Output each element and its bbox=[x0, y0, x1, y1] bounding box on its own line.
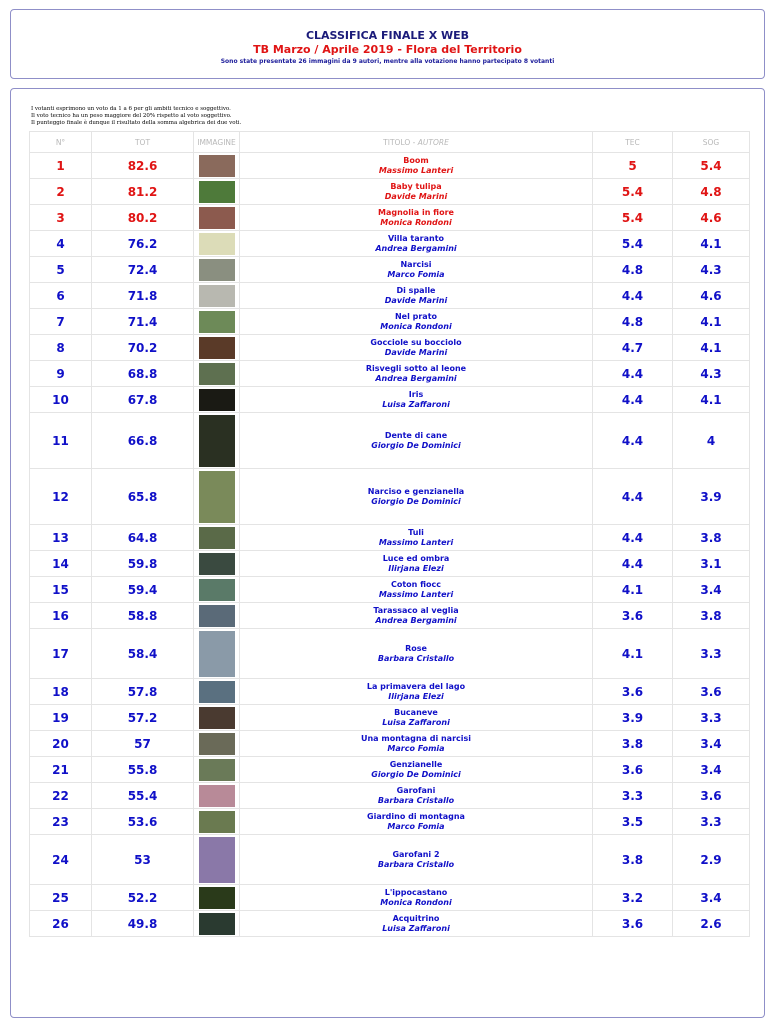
rank-title-cell bbox=[240, 731, 593, 757]
rank-number: 14 bbox=[30, 551, 92, 577]
photo-title: Giardino di montagna bbox=[367, 811, 465, 821]
photo-title: Una montagna di narcisi bbox=[360, 733, 471, 743]
photo-author: Massimo Lanteri bbox=[378, 589, 454, 599]
photo-title: Gocciole su bocciolo bbox=[370, 337, 462, 347]
rank-number: 5 bbox=[30, 257, 92, 283]
rank-total: 82.6 bbox=[92, 153, 194, 179]
table-row bbox=[30, 469, 750, 525]
photo-title: Iris bbox=[408, 389, 424, 399]
table-row bbox=[30, 153, 750, 179]
table-row bbox=[30, 283, 750, 309]
photo-author: Marco Fomia bbox=[387, 821, 445, 831]
rank-number: 15 bbox=[30, 577, 92, 603]
rank-sog-score: 4.8 bbox=[673, 179, 750, 205]
photo-thumbnail[interactable] bbox=[199, 913, 235, 935]
rank-tec-score: 3.6 bbox=[593, 757, 673, 783]
rank-number: 2 bbox=[30, 179, 92, 205]
photo-title: Di spalle bbox=[396, 285, 436, 295]
rank-number: 23 bbox=[30, 809, 92, 835]
photo-thumbnail[interactable] bbox=[199, 707, 235, 729]
voting-rule-3: Il punteggio finale è dunque il risultato della somma algebrica dei due voti. bbox=[31, 120, 242, 126]
table-row bbox=[30, 911, 750, 937]
col-header-tot: TOT bbox=[92, 132, 194, 153]
rank-title-cell bbox=[240, 309, 593, 335]
rank-tec-score: 4.4 bbox=[593, 361, 673, 387]
table-row bbox=[30, 309, 750, 335]
rank-image-cell bbox=[194, 731, 240, 757]
rank-title-cell bbox=[240, 153, 593, 179]
photo-author: Barbara Cristallo bbox=[377, 653, 455, 663]
rank-sog-score: 4.6 bbox=[673, 283, 750, 309]
rank-tec-score: 4.1 bbox=[593, 577, 673, 603]
rank-sog-score: 3.4 bbox=[673, 577, 750, 603]
rank-image-cell bbox=[194, 885, 240, 911]
rank-title-cell bbox=[240, 835, 593, 885]
rank-image-cell bbox=[194, 469, 240, 525]
table-row bbox=[30, 205, 750, 231]
rank-total: 57.2 bbox=[92, 705, 194, 731]
table-row bbox=[30, 809, 750, 835]
photo-author: Monica Rondoni bbox=[380, 217, 452, 227]
header-box bbox=[10, 9, 765, 79]
rank-title-cell bbox=[240, 525, 593, 551]
rank-sog-score: 4.6 bbox=[673, 205, 750, 231]
page-title: CLASSIFICA FINALE X WEB bbox=[305, 29, 470, 42]
rank-sog-score: 3.9 bbox=[673, 469, 750, 525]
ranking-table bbox=[29, 131, 750, 937]
page-note: Sono state presentate 26 immagini da 9 autori, mentre alla votazione hanno partecipato 8 votanti bbox=[220, 58, 555, 65]
rank-sog-score: 3.3 bbox=[673, 629, 750, 679]
photo-thumbnail[interactable] bbox=[199, 415, 235, 467]
rank-total: 59.4 bbox=[92, 577, 194, 603]
table-row bbox=[30, 387, 750, 413]
photo-thumbnail[interactable] bbox=[199, 631, 235, 677]
rank-number: 10 bbox=[30, 387, 92, 413]
table-row bbox=[30, 361, 750, 387]
rank-total: 55.4 bbox=[92, 783, 194, 809]
rank-image-cell bbox=[194, 413, 240, 469]
photo-author: Barbara Cristallo bbox=[377, 795, 455, 805]
table-row bbox=[30, 551, 750, 577]
rank-image-cell bbox=[194, 603, 240, 629]
photo-title: Tarassaco al veglia bbox=[373, 605, 459, 615]
rank-tec-score: 3.9 bbox=[593, 705, 673, 731]
rank-total: 58.4 bbox=[92, 629, 194, 679]
rank-title-cell bbox=[240, 911, 593, 937]
rank-tec-score: 4.1 bbox=[593, 629, 673, 679]
rank-number: 4 bbox=[30, 231, 92, 257]
rank-title-cell bbox=[240, 705, 593, 731]
photo-thumbnail[interactable] bbox=[199, 363, 235, 385]
rank-number: 13 bbox=[30, 525, 92, 551]
rank-number: 6 bbox=[30, 283, 92, 309]
rank-total: 65.8 bbox=[92, 469, 194, 525]
rank-image-cell bbox=[194, 283, 240, 309]
rank-sog-score: 5.4 bbox=[673, 153, 750, 179]
rank-image-cell bbox=[194, 257, 240, 283]
photo-thumbnail[interactable] bbox=[199, 311, 235, 333]
rank-total: 55.8 bbox=[92, 757, 194, 783]
rank-title-cell bbox=[240, 469, 593, 525]
rank-number: 18 bbox=[30, 679, 92, 705]
photo-author: Giorgio De Dominici bbox=[371, 496, 461, 506]
table-header-row bbox=[30, 132, 750, 153]
photo-author: Monica Rondoni bbox=[380, 321, 452, 331]
rank-title-cell bbox=[240, 629, 593, 679]
rank-total: 72.4 bbox=[92, 257, 194, 283]
photo-thumbnail[interactable] bbox=[199, 605, 235, 627]
col-header-title-label: TITOLO - bbox=[383, 137, 416, 147]
col-header-img: IMMAGINE bbox=[194, 132, 240, 153]
rank-title-cell bbox=[240, 679, 593, 705]
photo-thumbnail[interactable] bbox=[199, 285, 235, 307]
photo-title: Villa taranto bbox=[387, 233, 445, 243]
rank-title-cell bbox=[240, 361, 593, 387]
rank-sog-score: 3.6 bbox=[673, 679, 750, 705]
rank-image-cell bbox=[194, 757, 240, 783]
rank-sog-score: 4 bbox=[673, 413, 750, 469]
rank-tec-score: 5.4 bbox=[593, 205, 673, 231]
table-row bbox=[30, 885, 750, 911]
rank-title-cell bbox=[240, 577, 593, 603]
photo-thumbnail[interactable] bbox=[199, 233, 235, 255]
rank-number: 1 bbox=[30, 153, 92, 179]
photo-thumbnail[interactable] bbox=[199, 471, 235, 523]
rank-title-cell bbox=[240, 257, 593, 283]
photo-title: Nel prato bbox=[394, 311, 438, 321]
rank-number: 3 bbox=[30, 205, 92, 231]
photo-title: Coton fiocc bbox=[390, 579, 442, 589]
photo-title: Boom bbox=[403, 155, 429, 165]
rank-total: 57 bbox=[92, 731, 194, 757]
col-header-tec: TEC bbox=[593, 132, 673, 153]
rank-tec-score: 4.4 bbox=[593, 469, 673, 525]
rank-image-cell bbox=[194, 525, 240, 551]
rank-image-cell bbox=[194, 153, 240, 179]
photo-author: Andrea Bergamini bbox=[375, 243, 457, 253]
photo-author: Ilirjana Elezi bbox=[388, 691, 444, 701]
rank-sog-score: 3.8 bbox=[673, 525, 750, 551]
table-row bbox=[30, 629, 750, 679]
photo-author: Marco Fomia bbox=[387, 269, 445, 279]
table-row bbox=[30, 413, 750, 469]
rank-image-cell bbox=[194, 629, 240, 679]
rank-number: 11 bbox=[30, 413, 92, 469]
rank-title-cell bbox=[240, 387, 593, 413]
photo-author: Ilirjana Elezi bbox=[388, 563, 444, 573]
rank-image-cell bbox=[194, 309, 240, 335]
photo-author: Luisa Zaffaroni bbox=[382, 717, 450, 727]
col-header-title bbox=[240, 132, 593, 153]
rank-total: 53.6 bbox=[92, 809, 194, 835]
photo-title: Dente di cane bbox=[384, 430, 448, 440]
rank-total: 70.2 bbox=[92, 335, 194, 361]
rank-number: 24 bbox=[30, 835, 92, 885]
photo-title: Rose bbox=[405, 643, 427, 653]
rank-tec-score: 4.8 bbox=[593, 257, 673, 283]
photo-author: Andrea Bergamini bbox=[375, 373, 457, 383]
table-row bbox=[30, 179, 750, 205]
table-row bbox=[30, 835, 750, 885]
rank-tec-score: 3.6 bbox=[593, 603, 673, 629]
photo-author: Luisa Zaffaroni bbox=[382, 923, 450, 933]
rank-number: 17 bbox=[30, 629, 92, 679]
rank-title-cell bbox=[240, 603, 593, 629]
rank-number: 21 bbox=[30, 757, 92, 783]
table-row bbox=[30, 757, 750, 783]
table-row bbox=[30, 257, 750, 283]
table-row bbox=[30, 783, 750, 809]
rank-total: 53 bbox=[92, 835, 194, 885]
rank-total: 81.2 bbox=[92, 179, 194, 205]
rank-image-cell bbox=[194, 679, 240, 705]
rank-tec-score: 3.5 bbox=[593, 809, 673, 835]
table-row bbox=[30, 679, 750, 705]
photo-thumbnail[interactable] bbox=[199, 155, 235, 177]
rank-sog-score: 3.4 bbox=[673, 757, 750, 783]
photo-author: Davide Marini bbox=[384, 295, 448, 305]
rank-title-cell bbox=[240, 335, 593, 361]
rank-tec-score: 5.4 bbox=[593, 179, 673, 205]
rank-image-cell bbox=[194, 179, 240, 205]
rank-number: 20 bbox=[30, 731, 92, 757]
rank-image-cell bbox=[194, 809, 240, 835]
rank-tec-score: 3.6 bbox=[593, 911, 673, 937]
rank-tec-score: 3.8 bbox=[593, 835, 673, 885]
table-row bbox=[30, 577, 750, 603]
rank-sog-score: 3.3 bbox=[673, 809, 750, 835]
rank-tec-score: 4.4 bbox=[593, 387, 673, 413]
rank-number: 26 bbox=[30, 911, 92, 937]
photo-thumbnail[interactable] bbox=[199, 259, 235, 281]
rank-tec-score: 4.4 bbox=[593, 551, 673, 577]
photo-title: Narciso e genzianella bbox=[367, 486, 465, 496]
rank-title-cell bbox=[240, 885, 593, 911]
rank-tec-score: 4.4 bbox=[593, 283, 673, 309]
rank-tec-score: 3.8 bbox=[593, 731, 673, 757]
rank-title-cell bbox=[240, 551, 593, 577]
photo-thumbnail[interactable] bbox=[199, 579, 235, 601]
rank-title-cell bbox=[240, 757, 593, 783]
rank-total: 57.8 bbox=[92, 679, 194, 705]
photo-thumbnail[interactable] bbox=[199, 837, 235, 883]
photo-thumbnail[interactable] bbox=[199, 553, 235, 575]
rank-tec-score: 4.4 bbox=[593, 525, 673, 551]
photo-title: L'ippocastano bbox=[384, 887, 448, 897]
photo-title: Risvegli sotto al leone bbox=[365, 363, 467, 373]
rank-total: 67.8 bbox=[92, 387, 194, 413]
rank-title-cell bbox=[240, 413, 593, 469]
photo-author: Giorgio De Dominici bbox=[371, 440, 461, 450]
rank-title-cell bbox=[240, 783, 593, 809]
rank-sog-score: 4.3 bbox=[673, 257, 750, 283]
rank-tec-score: 5.4 bbox=[593, 231, 673, 257]
rank-tec-score: 4.8 bbox=[593, 309, 673, 335]
table-row bbox=[30, 525, 750, 551]
rank-sog-score: 2.9 bbox=[673, 835, 750, 885]
rank-title-cell bbox=[240, 205, 593, 231]
photo-title: La primavera del lago bbox=[366, 681, 466, 691]
photo-author: Davide Marini bbox=[384, 347, 448, 357]
photo-author: Andrea Bergamini bbox=[375, 615, 457, 625]
rank-tec-score: 3.6 bbox=[593, 679, 673, 705]
rank-total: 76.2 bbox=[92, 231, 194, 257]
rank-sog-score: 3.4 bbox=[673, 731, 750, 757]
photo-title: Baby tulipa bbox=[390, 181, 442, 191]
rank-sog-score: 4.1 bbox=[673, 309, 750, 335]
page-subtitle: TB Marzo / Aprile 2019 - Flora del Territorio bbox=[253, 43, 522, 56]
rank-image-cell bbox=[194, 911, 240, 937]
col-header-sog: SOG bbox=[673, 132, 750, 153]
ranking-table-body bbox=[30, 153, 750, 937]
voting-rules bbox=[31, 106, 241, 127]
table-row bbox=[30, 231, 750, 257]
table-row bbox=[30, 603, 750, 629]
rank-image-cell bbox=[194, 783, 240, 809]
photo-author: Barbara Cristallo bbox=[377, 859, 455, 869]
photo-author: Giorgio De Dominici bbox=[371, 769, 461, 779]
rank-sog-score: 4.1 bbox=[673, 335, 750, 361]
rank-tec-score: 3.3 bbox=[593, 783, 673, 809]
rank-image-cell bbox=[194, 361, 240, 387]
photo-thumbnail[interactable] bbox=[199, 811, 235, 833]
rank-total: 66.8 bbox=[92, 413, 194, 469]
rank-image-cell bbox=[194, 577, 240, 603]
rank-sog-score: 3.4 bbox=[673, 885, 750, 911]
rank-sog-score: 2.6 bbox=[673, 911, 750, 937]
table-row bbox=[30, 335, 750, 361]
table-row bbox=[30, 705, 750, 731]
rank-title-cell bbox=[240, 809, 593, 835]
rank-total: 58.8 bbox=[92, 603, 194, 629]
rank-image-cell bbox=[194, 205, 240, 231]
rank-image-cell bbox=[194, 231, 240, 257]
rank-total: 59.8 bbox=[92, 551, 194, 577]
rank-total: 80.2 bbox=[92, 205, 194, 231]
col-header-author-label: AUTORE bbox=[417, 137, 449, 147]
photo-title: Acquitrino bbox=[392, 913, 440, 923]
rank-number: 8 bbox=[30, 335, 92, 361]
photo-title: Garofani bbox=[396, 785, 436, 795]
rank-total: 71.4 bbox=[92, 309, 194, 335]
rank-number: 9 bbox=[30, 361, 92, 387]
rank-sog-score: 3.1 bbox=[673, 551, 750, 577]
photo-thumbnail[interactable] bbox=[199, 681, 235, 703]
table-row bbox=[30, 731, 750, 757]
photo-title: Narcisi bbox=[400, 259, 432, 269]
photo-title: Garofani 2 bbox=[392, 849, 440, 859]
rank-title-cell bbox=[240, 231, 593, 257]
photo-title: Tuli bbox=[408, 527, 424, 537]
rank-number: 22 bbox=[30, 783, 92, 809]
rank-sog-score: 4.3 bbox=[673, 361, 750, 387]
rank-tec-score: 3.2 bbox=[593, 885, 673, 911]
photo-thumbnail[interactable] bbox=[199, 785, 235, 807]
photo-thumbnail[interactable] bbox=[199, 337, 235, 359]
col-header-n: N° bbox=[30, 132, 92, 153]
rank-number: 12 bbox=[30, 469, 92, 525]
photo-thumbnail[interactable] bbox=[199, 181, 235, 203]
rank-total: 71.8 bbox=[92, 283, 194, 309]
photo-thumbnail[interactable] bbox=[199, 887, 235, 909]
photo-title: Luce ed ombra bbox=[382, 553, 450, 563]
photo-thumbnail[interactable] bbox=[199, 389, 235, 411]
rank-image-cell bbox=[194, 335, 240, 361]
ranking-panel bbox=[10, 88, 765, 1018]
photo-author: Massimo Lanteri bbox=[378, 537, 454, 547]
rank-image-cell bbox=[194, 387, 240, 413]
photo-thumbnail[interactable] bbox=[199, 207, 235, 229]
photo-author: Davide Marini bbox=[384, 191, 448, 201]
rank-image-cell bbox=[194, 835, 240, 885]
rank-total: 68.8 bbox=[92, 361, 194, 387]
rank-tec-score: 4.4 bbox=[593, 413, 673, 469]
rank-sog-score: 3.6 bbox=[673, 783, 750, 809]
rank-sog-score: 4.1 bbox=[673, 231, 750, 257]
rank-total: 64.8 bbox=[92, 525, 194, 551]
rank-number: 25 bbox=[30, 885, 92, 911]
photo-author: Monica Rondoni bbox=[380, 897, 452, 907]
rank-number: 19 bbox=[30, 705, 92, 731]
photo-title: Bucaneve bbox=[394, 707, 438, 717]
rank-title-cell bbox=[240, 179, 593, 205]
rank-sog-score: 3.3 bbox=[673, 705, 750, 731]
rank-image-cell bbox=[194, 551, 240, 577]
rank-number: 16 bbox=[30, 603, 92, 629]
photo-author: Marco Fomia bbox=[387, 743, 445, 753]
photo-thumbnail[interactable] bbox=[199, 759, 235, 781]
rank-image-cell bbox=[194, 705, 240, 731]
rank-sog-score: 4.1 bbox=[673, 387, 750, 413]
voting-rule-2: Il voto tecnico ha un peso maggiore del 20% rispetto al voto soggettivo. bbox=[31, 113, 232, 119]
photo-author: Luisa Zaffaroni bbox=[382, 399, 450, 409]
rank-total: 52.2 bbox=[92, 885, 194, 911]
photo-author: Massimo Lanteri bbox=[378, 165, 454, 175]
photo-title: Magnolia in fiore bbox=[378, 207, 454, 217]
rank-total: 49.8 bbox=[92, 911, 194, 937]
rank-sog-score: 3.8 bbox=[673, 603, 750, 629]
rank-tec-score: 5 bbox=[593, 153, 673, 179]
rank-number: 7 bbox=[30, 309, 92, 335]
rank-tec-score: 4.7 bbox=[593, 335, 673, 361]
photo-thumbnail[interactable] bbox=[199, 733, 235, 755]
photo-title: Genzianelle bbox=[389, 759, 443, 769]
rank-title-cell bbox=[240, 283, 593, 309]
voting-rule-1: I votanti esprimono un voto da 1 a 6 per gli ambiti tecnico e soggettivo. bbox=[31, 106, 231, 112]
photo-thumbnail[interactable] bbox=[199, 527, 235, 549]
